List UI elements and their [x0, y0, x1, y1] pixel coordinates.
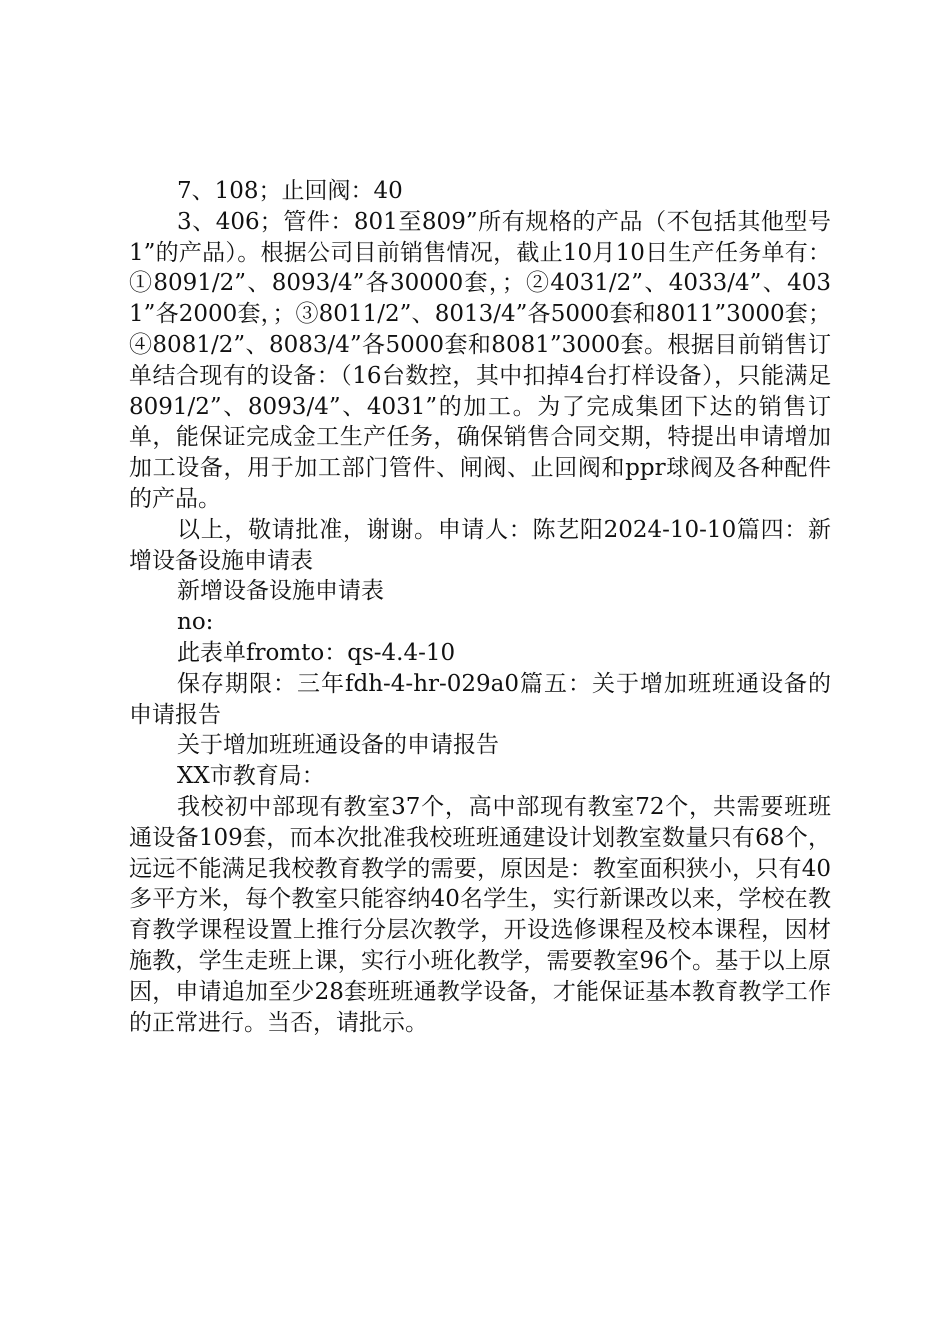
form-source: 此表单fromto：qs-4.4-10 [177, 639, 456, 666]
document-page [129, 176, 831, 1038]
paragraph-check-valve: 7、108；止回阀：40 [177, 178, 403, 204]
report-body: 我校初中部现有教室37个，高中部现有教室72个，共需要班班通设备109套，而本次批准我校班班通建设计划教室数量只有68个，远远不能满足我校教育教学的需要，原因是：教室面积狭小，只有40多平方米，每个教室只能容纳40名学生，实行新课改以来，学校在教育教学课程设置上推行分层次教学，开设选修课程及校本课程，因材施教，学生走班上课，实行小班化教学，需要教室96个。基于以上原因，申请追加至少28套班班通教学设备，才能保证基本教育教学工作的正常进行。当否，请批示。 [129, 793, 831, 1036]
report-title: 关于增加班班通设备的申请报告 [177, 732, 499, 759]
paragraph-production-tasks: 3、406；管件：801至809”所有规格的产品（不包括其他型号1”的产品）。根据公司目前销售情况，截止10月10日生产任务单有：①8091/2”、8093/4”各30000套，；②4031/2”、4033/4”、4031”各2000套，；③8011/2”、8013/4”各5000套和8011”3000套；④8081/2”、8083/4”各5000套和8081”3000套。根据目前销售订单结合现有的设备：（16台数控，其中扣掉4台打样设备），只能满足8091/2”、8093/4”、4031”的加工。为了完成集团下达的销售订单，能保证完成金工生产任务，确保销售合同交期，特提出申请增加加工设备，用于加工部门管件、闸阀、止回阀和ppr球阀及各种配件的产品。 [129, 208, 831, 512]
paragraph-request-closing: 以上，敬请批准，谢谢。申请人：陈艺阳2024-10-10篇四：新增设备设施申请表 [129, 516, 831, 574]
form-number: no: [177, 609, 214, 636]
report-recipient: XX市教育局： [177, 763, 325, 790]
retention-period: 保存期限：三年fdh-4-hr-029a0篇五：关于增加班班通设备的申请报告 [129, 670, 831, 728]
form-title: 新增设备设施申请表 [177, 578, 384, 605]
